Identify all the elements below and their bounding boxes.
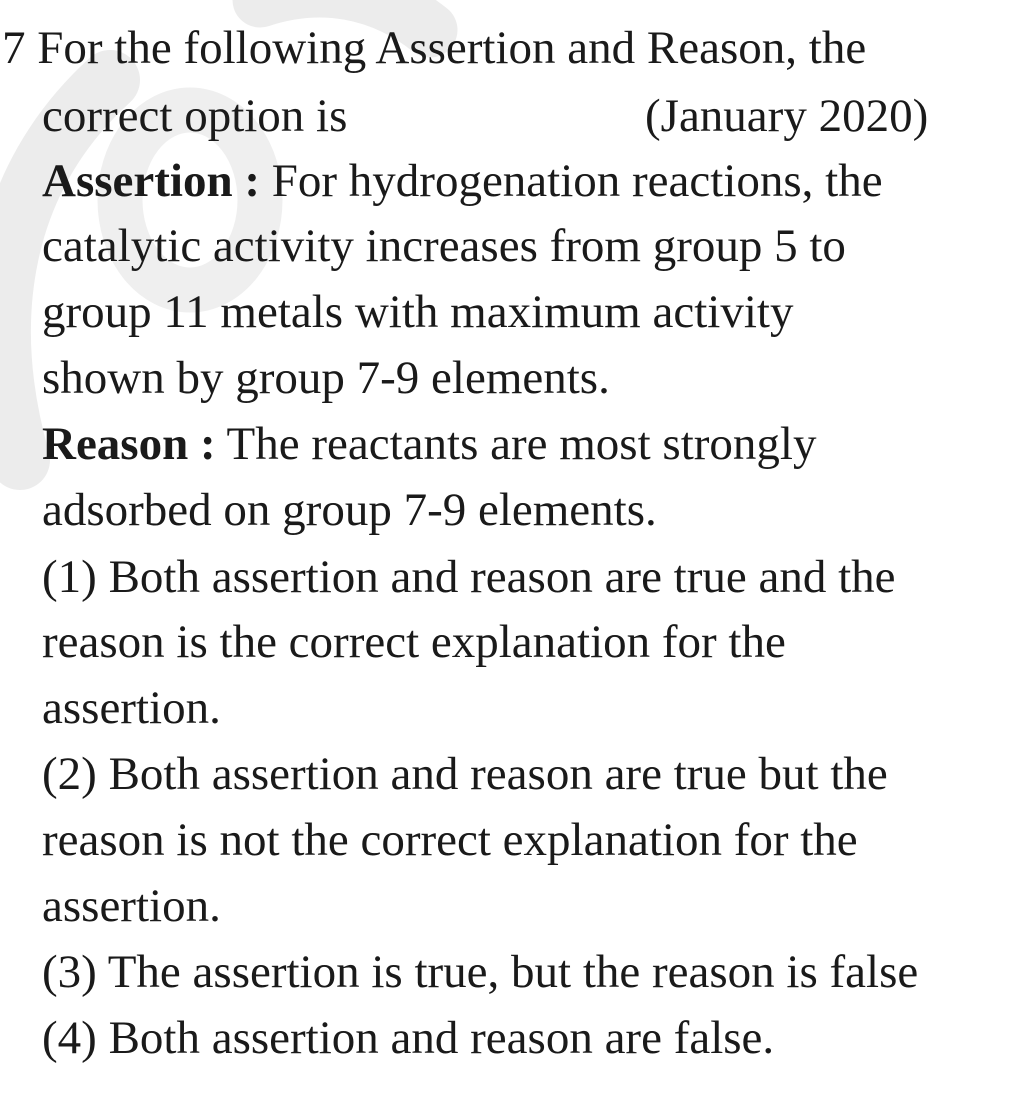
option-3-text-1: The assertion is true, but the reason is false <box>107 946 919 998</box>
question-number: 7 <box>2 22 26 74</box>
option-2-line-3: assertion. <box>42 880 221 932</box>
question-header <box>2 20 866 76</box>
reason-line-2: adsorbed on group 7-9 elements. <box>42 484 657 536</box>
option-1-line-3: assertion. <box>42 682 221 734</box>
assertion-line-2: catalytic activity increases from group 5 to <box>42 220 846 272</box>
option-4-text-1: Both assertion and reason are false. <box>108 1012 775 1064</box>
question-stem-line-1: For the following Assertion and Reason, the <box>37 22 867 74</box>
reason-text-1: The reactants are most strongly <box>226 418 817 470</box>
option-2-line-2: reason is not the correct explanation for the <box>42 814 858 866</box>
option-3[interactable] <box>42 944 918 1000</box>
assertion-line-1 <box>42 153 883 209</box>
assertion-line-3: group 11 metals with maximum activity <box>42 286 794 338</box>
option-2-number: (2) <box>42 748 97 800</box>
reason-label: Reason : <box>42 418 216 470</box>
option-4-number: (4) <box>42 1012 97 1064</box>
option-1[interactable] <box>42 549 896 605</box>
question-stem-line-2: correct option is <box>42 90 348 142</box>
question-source: (January 2020) <box>645 90 929 142</box>
option-2-text-1: Both assertion and reason are true but the <box>108 748 888 800</box>
assertion-line-4: shown by group 7-9 elements. <box>42 352 610 404</box>
option-4[interactable] <box>42 1010 774 1066</box>
option-1-line-2: reason is the correct explanation for the <box>42 616 786 668</box>
option-1-text-1: Both assertion and reason are true and the <box>108 551 896 603</box>
option-1-number: (1) <box>42 551 97 603</box>
option-3-number: (3) <box>42 946 97 998</box>
reason-line-1 <box>42 416 816 472</box>
assertion-text-1: For hydrogenation reactions, the <box>271 155 883 207</box>
option-2[interactable] <box>42 746 888 802</box>
assertion-label: Assertion : <box>42 155 260 207</box>
